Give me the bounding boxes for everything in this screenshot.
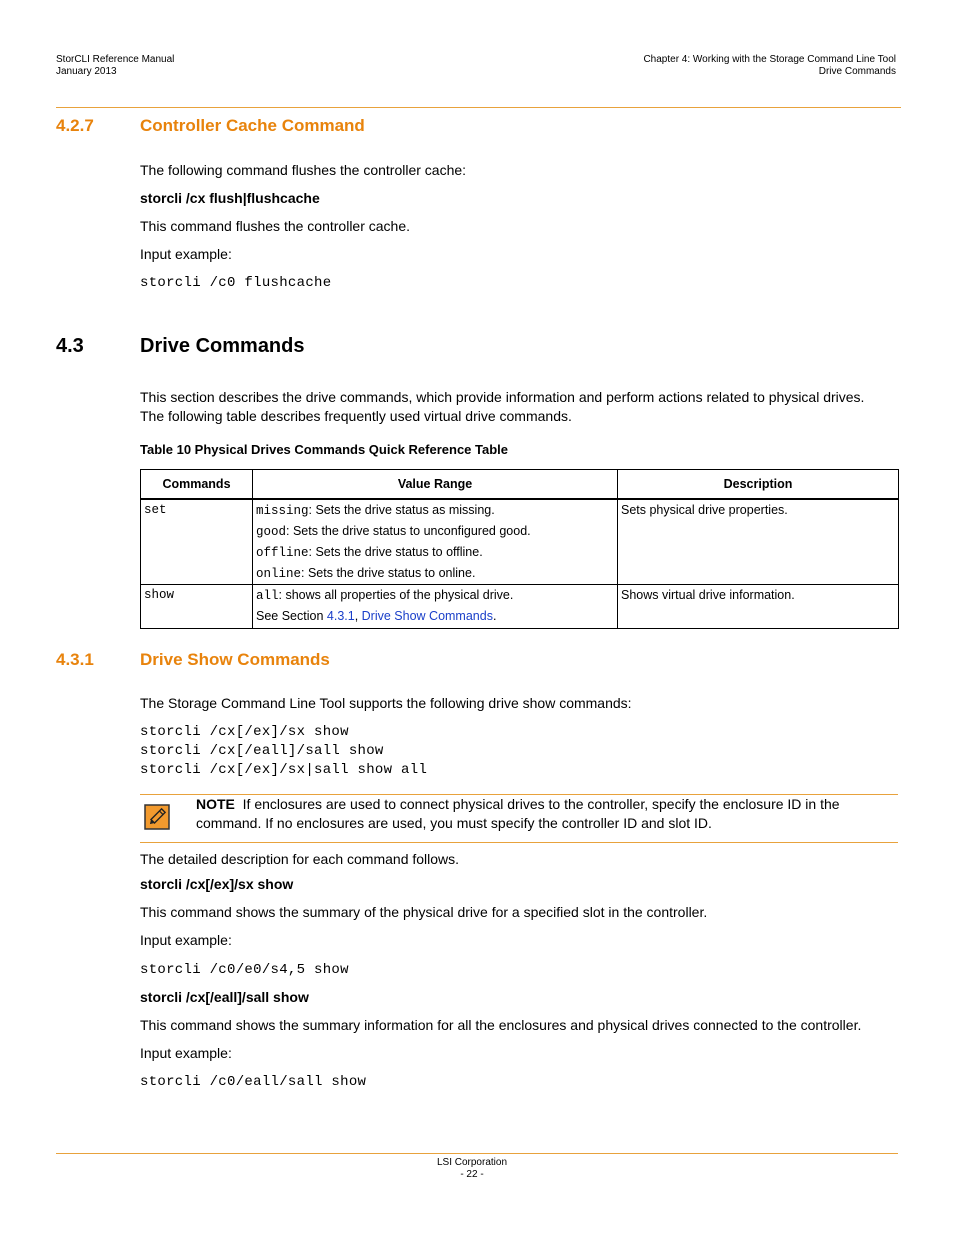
section-4-3-1-number: 4.3.1 [56,650,94,669]
note-bottom-rule [140,842,898,843]
section-4-2-7-desc: This command flushes the controller cache. [140,218,411,234]
note-line2: command. If no enclosures are used, you must specify the controller ID and slot ID. [196,815,712,831]
show-command-line: storcli /cx[/eall]/sall show [140,743,384,759]
header-manual-title: StorCLI Reference Manual [56,54,175,65]
detail-intro: The detailed description for each command follows. [140,851,460,867]
section-4-3-1-intro: The Storage Command Line Tool supports the following drive show commands: [140,695,632,711]
section-4-3-para-line1: This section describes the drive commands, which provide information and perform actions related to physical drives. [140,389,865,405]
see-prefix: See Section [256,609,327,623]
value-code: online [256,567,302,581]
header-chapter: Chapter 4: Working with the Storage Command Line Tool [643,54,896,65]
value-text: : Sets the drive status to offline. [308,545,483,559]
header-rule [56,107,901,108]
cmd2-input-label: Input example: [140,1045,232,1061]
cmd2-desc: This command shows the summary information for all the enclosures and physical drives connected to the controller. [140,1017,862,1033]
footer [0,1157,944,1181]
pencil-note-icon [144,804,170,830]
section-link-title[interactable]: Drive Show Commands [361,609,493,623]
section-4-2-7-number: 4.2.7 [56,116,94,135]
header-left [56,54,174,78]
value-text: : Sets the drive status to online. [301,566,476,580]
value-text: : Sets the drive status as missing. [308,503,495,517]
description-text: Shows virtual drive information. [621,588,795,602]
note-line1 [196,795,896,814]
table-header-row [141,470,899,500]
footer-page-number: - 22 - [460,1169,484,1180]
value-item [256,521,614,542]
see-section-reference [256,606,614,626]
section-4-3-paragraph [140,388,864,426]
command-set: set [144,503,167,517]
table-cell-values [253,585,618,629]
see-suffix: . [492,609,497,623]
section-4-3-number: 4.3 [56,335,84,357]
section-4-3-title: Drive Commands [140,335,305,357]
header-section: Drive Commands [818,66,896,77]
header-right [643,54,896,78]
cmd2-syntax: storcli /cx[/eall]/sall show [140,989,309,1005]
table-header-commands: Commands [141,470,253,500]
value-code: missing [256,504,309,518]
cmd2-example: storcli /c0/eall/sall show [140,1074,367,1090]
header-date: January 2013 [56,66,117,77]
quick-reference-table [140,469,899,629]
value-code: offline [256,546,309,560]
section-4-2-7-input-label: Input example: [140,246,232,262]
cmd1-example: storcli /c0/e0/s4,5 show [140,962,349,978]
table-row [141,499,899,585]
footer-rule [56,1153,898,1154]
section-4-3-para-line2: The following table describes frequently used virtual drive commands. [140,408,572,424]
cmd1-desc: This command shows the summary of the physical drive for a specified slot in the controller. [140,904,708,920]
table-cell-command [141,499,253,585]
value-text: : Sets the drive status to unconfigured good. [286,524,531,538]
value-code: good [256,525,287,539]
section-4-2-7-syntax: storcli /cx flush|flushcache [140,190,320,206]
table-header-value-range: Value Range [253,470,618,500]
cmd1-syntax: storcli /cx[/ex]/sx show [140,876,294,892]
table-cell-description [618,499,899,585]
table-cell-command [141,585,253,629]
note-label: NOTE [196,796,235,812]
command-show: show [144,588,175,602]
table-caption: Table 10 Physical Drives Commands Quick Reference Table [140,442,509,457]
see-separator: , [354,609,362,623]
value-code: all [256,589,279,603]
value-item [256,542,614,563]
value-item [256,585,614,606]
value-item [256,500,614,521]
section-4-2-7-title: Controller Cache Command [140,116,365,135]
footer-company: LSI Corporation [436,1157,508,1168]
description-text: Sets physical drive properties. [621,503,788,517]
value-item [256,563,614,584]
note-line1-text: If enclosures are used to connect physical drives to the controller, specify the enclosure ID in the [242,796,840,812]
value-text: : shows all properties of the physical drive. [278,588,514,602]
section-4-2-7-intro: The following command flushes the controller cache: [140,162,467,178]
cmd1-input-label: Input example: [140,932,232,948]
table-cell-values [253,499,618,585]
show-command-line: storcli /cx[/ex]/sx show [140,724,349,740]
section-4-3-1-title: Drive Show Commands [140,650,330,669]
table-cell-description [618,585,899,629]
show-command-line: storcli /cx[/ex]/sx|sall show all [140,762,428,778]
table-row [141,585,899,629]
show-commands-block [140,723,427,780]
table-header-description: Description [618,470,899,500]
section-4-2-7-example: storcli /c0 flushcache [140,275,332,291]
note-text [196,795,896,833]
section-link-number[interactable]: 4.3.1 [326,609,355,623]
